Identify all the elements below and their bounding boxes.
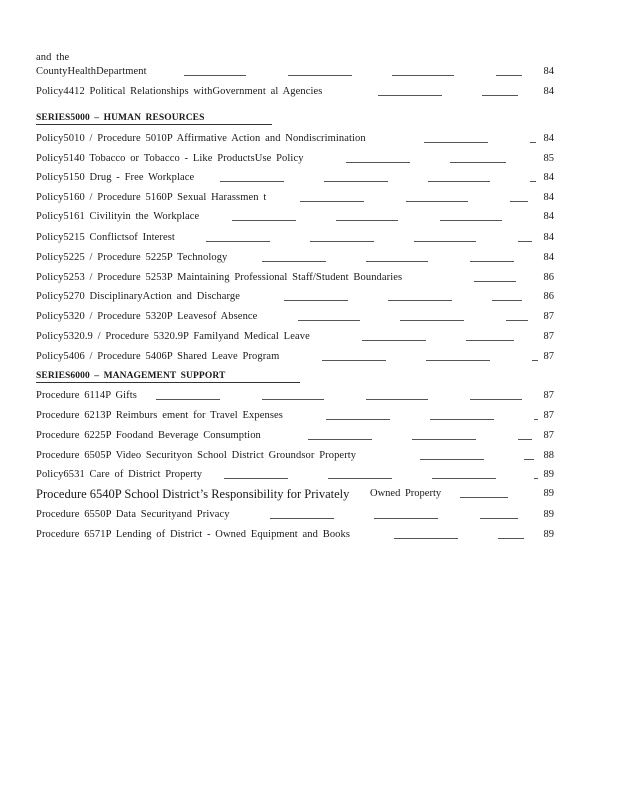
leader-line — [298, 320, 360, 321]
toc-entry-policy-5270[interactable] — [36, 290, 556, 304]
toc-entry-policy-5010[interactable] — [36, 132, 556, 146]
leader-line — [232, 220, 296, 221]
toc-page-number: 87 — [543, 311, 554, 322]
toc-page-number: 85 — [543, 153, 554, 164]
series-title: SERIES5000 – HUMAN RESOURCES — [36, 113, 205, 123]
toc-entry-title: Policy5150 Drug - Free Workplace — [36, 172, 195, 183]
leader-line — [518, 241, 532, 242]
toc-entry-title: Policy5215 Conflictsof Interest — [36, 232, 175, 243]
toc-entry-procedure-6114p[interactable] — [36, 389, 556, 403]
toc-entry-title: CountyHealthDepartment — [36, 66, 147, 77]
leader-line — [220, 181, 284, 182]
leader-line — [440, 220, 502, 221]
toc-entry-procedure-6540p[interactable] — [36, 487, 556, 501]
leader-line — [450, 162, 506, 163]
leader-line — [284, 300, 348, 301]
toc-page-number: 84 — [543, 172, 554, 183]
toc-entry-title: Procedure 6213P Reimburs ement for Travel Expenses — [36, 410, 283, 421]
leader-line — [506, 320, 528, 321]
toc-page-number: 89 — [543, 509, 554, 520]
toc-page-number: 88 — [543, 450, 554, 461]
leader-line — [310, 241, 374, 242]
leader-line — [466, 340, 514, 341]
series-heading-6000 — [36, 369, 556, 383]
toc-page-number: 84 — [543, 192, 554, 203]
toc-entry-policy-5140[interactable] — [36, 152, 556, 166]
toc-entry-title: Policy5160 / Procedure 5160P Sexual Harassmen t — [36, 192, 267, 203]
leader-line — [482, 95, 518, 96]
series-underline — [36, 124, 272, 125]
toc-entry-title: Procedure 6540P School District’s Responsibility for Privately — [36, 487, 350, 501]
leader-line — [498, 538, 524, 539]
leader-line — [424, 142, 488, 143]
toc-entry-title-continuation: Owned Property — [370, 488, 442, 499]
toc-entry-title: Policy6531 Care of District Property — [36, 469, 203, 480]
leader-line — [470, 261, 514, 262]
series-underline — [36, 382, 300, 383]
leader-line — [308, 439, 372, 440]
leader-line — [392, 75, 454, 76]
toc-page-number: 86 — [543, 272, 554, 283]
leader-line — [412, 439, 476, 440]
toc-page-number: 84 — [543, 133, 554, 144]
leader-line — [336, 220, 398, 221]
leader-line — [224, 478, 288, 479]
leader-line — [480, 518, 518, 519]
toc-entry-procedure-6213p[interactable] — [36, 409, 556, 423]
leader-line — [400, 320, 464, 321]
leader-line — [184, 75, 246, 76]
leader-line — [156, 399, 220, 400]
toc-page-number: 89 — [543, 529, 554, 540]
toc-entry-title: Policy5320.9 / Procedure 5320.9P Familyand Medical Leave — [36, 331, 310, 342]
toc-page-number: 84 — [543, 86, 554, 97]
toc-page-number: 87 — [543, 410, 554, 421]
leader-line — [492, 300, 522, 301]
toc-entry-policy-5160[interactable] — [36, 191, 556, 205]
toc-entry-title: Policy4412 Political Relationships withGovernment al Agencies — [36, 86, 323, 97]
leader-line — [518, 439, 532, 440]
leader-line — [534, 478, 538, 479]
leader-line — [394, 538, 458, 539]
leader-line — [366, 399, 428, 400]
leader-line — [530, 181, 536, 182]
toc-entry-procedure-6550p[interactable] — [36, 508, 556, 522]
leader-line — [428, 181, 490, 182]
leader-line — [206, 241, 270, 242]
toc-entry-title: Policy5270 DisciplinaryAction and Discharge — [36, 291, 241, 302]
leader-line — [326, 419, 390, 420]
toc-entry-title: Procedure 6505P Video Securityon School District Groundsor Property — [36, 450, 357, 461]
toc-entry-title: Procedure 6571P Lending of District - Owned Equipment and Books — [36, 529, 351, 540]
toc-entry-policy-5215[interactable] — [36, 231, 556, 245]
leader-line — [432, 478, 496, 479]
leader-line — [530, 142, 536, 143]
leader-line — [406, 201, 468, 202]
toc-page-number: 87 — [543, 331, 554, 342]
leader-line — [532, 360, 538, 361]
leader-line — [430, 419, 494, 420]
toc-entry-title: Procedure 6114P Gifts — [36, 390, 137, 401]
toc-page-number: 87 — [543, 430, 554, 441]
toc-page-number: 87 — [543, 390, 554, 401]
toc-entry-title: Procedure 6225P Foodand Beverage Consumption — [36, 430, 261, 441]
toc-entry-policy-5253[interactable] — [36, 271, 556, 285]
toc-page-number: 84 — [543, 252, 554, 263]
leader-line — [262, 399, 324, 400]
toc-entry-policy-6531[interactable] — [36, 468, 556, 482]
toc-entry-policy-4412[interactable] — [36, 85, 556, 99]
toc-entry-title: Procedure 6550P Data Securityand Privacy — [36, 509, 230, 520]
leader-line — [374, 518, 438, 519]
toc-entry-procedure-6571p[interactable] — [36, 528, 556, 542]
toc-page-number: 87 — [543, 351, 554, 362]
toc-entry-title: Policy5320 / Procedure 5320P Leavesof Absence — [36, 311, 258, 322]
leader-line — [420, 459, 484, 460]
toc-entry-policy-5150[interactable] — [36, 171, 556, 185]
toc-entry-title: and the — [36, 52, 70, 63]
leader-line — [262, 261, 326, 262]
toc-entry-title: Policy5140 Tobacco or Tobacco - Like ProductsUse Policy — [36, 153, 304, 164]
toc-entry-policy-5406[interactable] — [36, 350, 556, 364]
toc-entry-title: Policy5010 / Procedure 5010P Affirmative Action and Nondiscrimination — [36, 133, 366, 144]
toc-page-number: 89 — [543, 488, 554, 499]
leader-line — [322, 360, 386, 361]
toc-page-number: 89 — [543, 469, 554, 480]
leader-line — [524, 459, 534, 460]
toc-page-number: 84 — [543, 211, 554, 222]
toc-entry-title: Policy5161 Civilityin the Workplace — [36, 211, 200, 222]
toc-entry-title: Policy5406 / Procedure 5406P Shared Leave Program — [36, 351, 280, 362]
leader-line — [496, 75, 522, 76]
leader-line — [328, 478, 392, 479]
leader-line — [366, 261, 428, 262]
toc-entry-title: Policy5253 / Procedure 5253P Maintaining Professional Staff/Student Boundaries — [36, 272, 403, 283]
series-heading-5000 — [36, 111, 556, 125]
leader-line — [346, 162, 410, 163]
leader-line — [388, 300, 452, 301]
toc-entry-policy-5320-9[interactable] — [36, 330, 556, 344]
leader-line — [460, 497, 508, 498]
leader-line — [474, 281, 516, 282]
toc-entry-policy-5320[interactable] — [36, 310, 556, 324]
toc-page-number: 84 — [543, 66, 554, 77]
toc-entry-procedure-6225p[interactable] — [36, 429, 556, 443]
leader-line — [300, 201, 364, 202]
leader-line — [510, 201, 528, 202]
toc-entry-procedure-6505p[interactable] — [36, 449, 556, 463]
leader-line — [288, 75, 352, 76]
toc-entry-county-health-department[interactable] — [36, 65, 556, 79]
leader-line — [414, 241, 476, 242]
leader-line — [362, 340, 426, 341]
toc-entry-title: Policy5225 / Procedure 5225P Technology — [36, 252, 228, 263]
leader-line — [426, 360, 490, 361]
toc-entry-policy-5161[interactable] — [36, 210, 556, 224]
leader-line — [378, 95, 442, 96]
leader-line — [270, 518, 334, 519]
toc-entry-policy-5225[interactable] — [36, 251, 556, 265]
leader-line — [470, 399, 522, 400]
leader-line — [534, 419, 538, 420]
leader-line — [324, 181, 388, 182]
toc-page-number: 86 — [543, 291, 554, 302]
toc-page-number: 84 — [543, 232, 554, 243]
toc-continuation-line — [36, 51, 556, 65]
series-title: SERIES6000 – MANAGEMENT SUPPORT — [36, 371, 226, 381]
